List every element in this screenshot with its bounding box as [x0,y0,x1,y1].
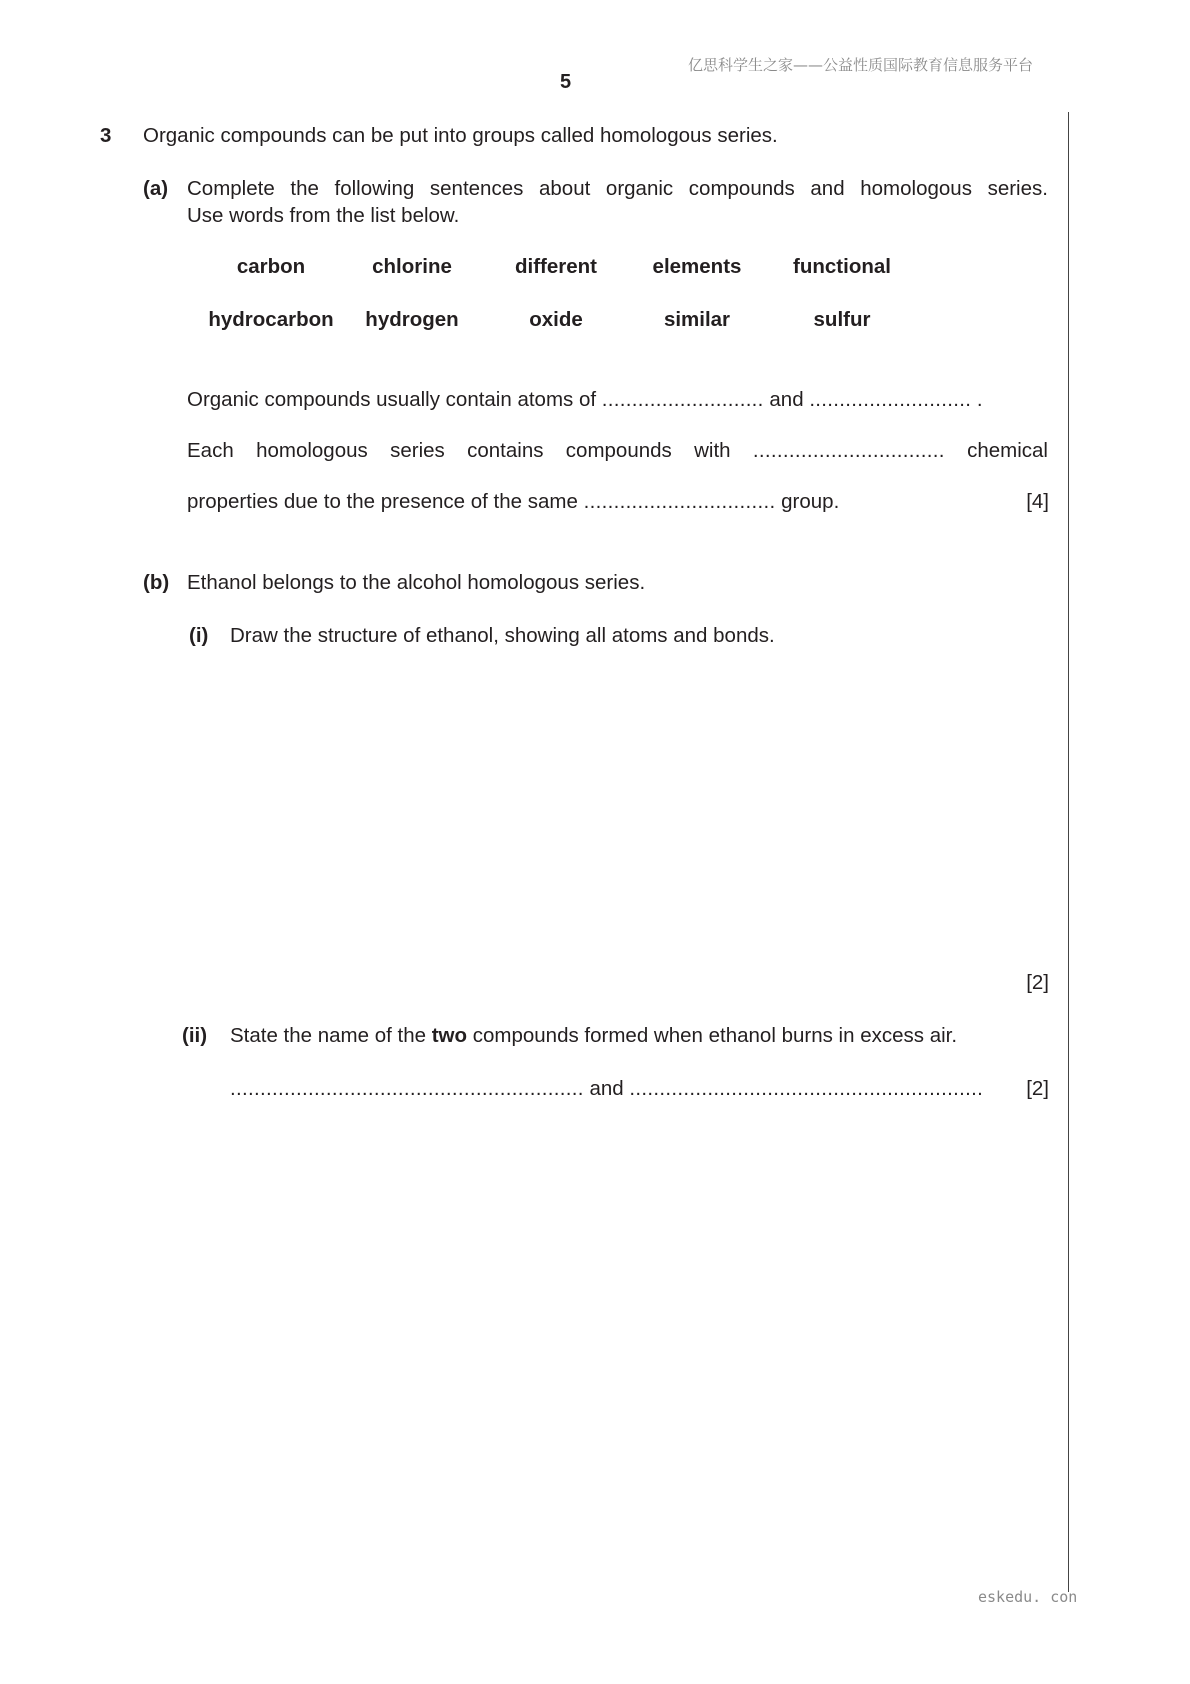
sentence-word: with [694,439,731,462]
word-list-item: hydrogen [365,308,459,331]
word-list-item: functional [793,255,891,278]
sentence-1 [187,386,983,413]
part-a-instruction-line1 [187,175,1048,202]
instruction-word: sentences [429,177,524,200]
word-list-item: chlorine [372,255,452,278]
word-list-item: oxide [529,308,583,331]
header-watermark: 亿思科学生之家——公益性质国际教育信息服务平台 [688,56,1034,74]
page-number: 5 [560,71,572,93]
marks-sub-i: [2] [1026,971,1049,994]
word-list-item: elements [652,255,742,278]
sentence-word: contains [467,439,544,462]
sub-ii-and: and [589,1077,624,1100]
question-stem: Organic compounds can be put into groups called homologous series. [143,124,778,147]
instruction-word: following [334,177,415,200]
word-list-item: carbon [236,255,306,278]
word-list-item: different [515,255,597,278]
sentence-word: homologous [256,439,368,462]
instruction-word: compounds [688,177,795,200]
instruction-word: homologous [860,177,972,200]
answer-blank-4[interactable]: ................................ [583,490,776,513]
drawing-answer-space[interactable] [230,660,1048,960]
sub-ii-text: State the name of the two compounds formed when ethanol burns in excess air. [230,1024,958,1047]
sentence-word: Each [187,439,234,462]
word-list-item: hydrocarbon [208,308,334,331]
sentence-1-end: . [976,388,983,411]
sub-ii-label: (ii) [182,1024,208,1047]
sentence-3-after: group. [781,490,840,513]
part-a-instruction-line2: Use words from the list below. [187,204,460,227]
question-number: 3 [100,124,112,147]
instruction-word: organic [605,177,674,200]
answer-blank-6[interactable]: ........................................................... [629,1077,984,1100]
instruction-word: about [538,177,591,200]
part-b-stem: Ethanol belongs to the alcohol homologous series. [187,571,646,594]
marks-part-a: [4] [1026,490,1049,513]
sentence-word: chemical [967,439,1048,462]
sentence-1-text: Organic compounds usually contain atoms of [187,388,597,411]
sentence-2 [187,437,1048,464]
sentence-word: series [390,439,445,462]
sentence-word: compounds [565,439,672,462]
footer-watermark: eskedu. con [978,1588,1078,1606]
part-a-label: (a) [143,177,169,200]
instruction-word: the [290,177,319,200]
marks-sub-ii: [2] [1026,1077,1049,1100]
sub-i-text: Draw the structure of ethanol, showing all atoms and bonds. [230,624,775,647]
instruction-word: and [810,177,845,200]
sub-ii-answer-line [230,1075,983,1102]
word-list-item: sulfur [813,308,871,331]
answer-blank-1[interactable]: ........................... [601,388,764,411]
instruction-word: series. [987,177,1048,200]
part-b-label: (b) [143,571,170,594]
margin-rule [1068,112,1069,1592]
answer-blank-5[interactable]: ........................................................... [230,1077,584,1100]
answer-blank-3[interactable]: ................................ [752,439,945,462]
instruction-word: Complete [187,177,275,200]
emphasis-two: two [431,1024,468,1047]
sentence-3-text: properties due to the presence of the same [187,490,578,513]
answer-blank-2[interactable]: ........................... [809,388,972,411]
sentence-3 [187,488,839,515]
sub-i-label: (i) [189,624,209,647]
sentence-1-and: and [769,388,804,411]
word-list-item: similar [663,308,731,331]
